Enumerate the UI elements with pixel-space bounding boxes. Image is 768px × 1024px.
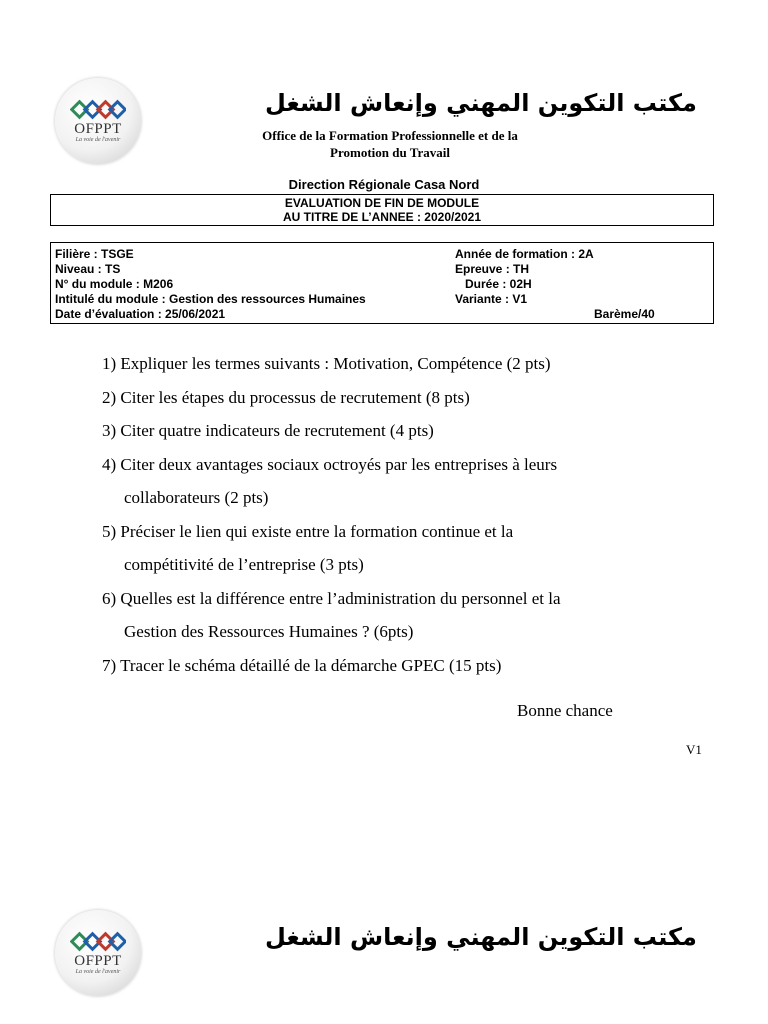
info-filiere: Filière : TSGE <box>55 247 134 261</box>
footer-logo-tagline: La voie de l'avenir <box>75 968 121 975</box>
question-list <box>102 347 722 682</box>
info-duree: Durée : 02H <box>465 277 532 291</box>
info-variante: Variante : V1 <box>455 292 528 306</box>
evaluation-line-2: AU TITRE DE L’ANNEE : 2020/2021 <box>282 210 482 224</box>
question-5: 5) Préciser le lien qui existe entre la formation continue et la <box>102 521 514 541</box>
question-5-continued: compétitivité de l’entreprise (3 pts) <box>124 555 364 574</box>
evaluation-line-1: EVALUATION DE FIN DE MODULE <box>284 196 480 210</box>
question-4-continued: collaborateurs (2 pts) <box>124 488 269 507</box>
question-3: 3) Citer quatre indicateurs de recrutement (4 pts) <box>102 421 434 440</box>
office-line-2: Promotion du Travail <box>330 145 450 160</box>
info-epreuve: Epreuve : TH <box>455 262 530 276</box>
question-6: 6) Quelles est la différence entre l’administration du personnel et la <box>102 588 561 608</box>
footer-ofppt-logo <box>55 910 141 996</box>
question-4: 4) Citer deux avantages sociaux octroyés par les entreprises à leurs <box>102 454 558 474</box>
variant-mark: V1 <box>686 742 702 757</box>
footer-logo-brand: OFPPT <box>74 952 122 969</box>
info-bareme: Barème/40 <box>594 307 655 321</box>
question-2: 2) Citer les étapes du processus de recrutement (8 pts) <box>102 387 470 407</box>
info-module-number: N° du module : M206 <box>55 277 174 291</box>
footer-ofppt-emblem-icon <box>70 931 126 953</box>
closing-text: Bonne chance <box>517 701 613 720</box>
exam-info-box <box>50 242 714 324</box>
ofppt-logo <box>55 78 141 164</box>
question-1: 1) Expliquer les termes suivants : Motivation, Compétence (2 pts) <box>102 354 551 373</box>
info-date: Date d’évaluation : 25/06/2021 <box>55 307 226 321</box>
office-line-1: Office de la Formation Professionnelle et de la <box>262 128 518 143</box>
logo-brand: OFPPT <box>74 120 122 137</box>
evaluation-title-box <box>50 194 714 226</box>
info-annee: Année de formation : 2A <box>455 247 594 261</box>
info-intitule: Intitulé du module : Gestion des ressources Humaines <box>55 292 366 306</box>
question-7: 7) Tracer le schéma détaillé de la démarche GPEC (15 pts) <box>102 655 502 675</box>
info-niveau: Niveau : TS <box>55 262 121 276</box>
office-name <box>200 127 580 161</box>
ofppt-emblem-icon <box>70 99 126 121</box>
footer-arabic-title: مكتب التكوين المهني وإنعاش الشغل <box>265 923 697 951</box>
logo-tagline: La voie de l'avenir <box>75 136 121 143</box>
direction-regionale: Direction Régionale Casa Nord <box>288 177 480 192</box>
arabic-title: مكتب التكوين المهني وإنعاش الشغل <box>265 89 697 117</box>
question-6-continued: Gestion des Ressources Humaines ? (6pts) <box>124 622 414 641</box>
